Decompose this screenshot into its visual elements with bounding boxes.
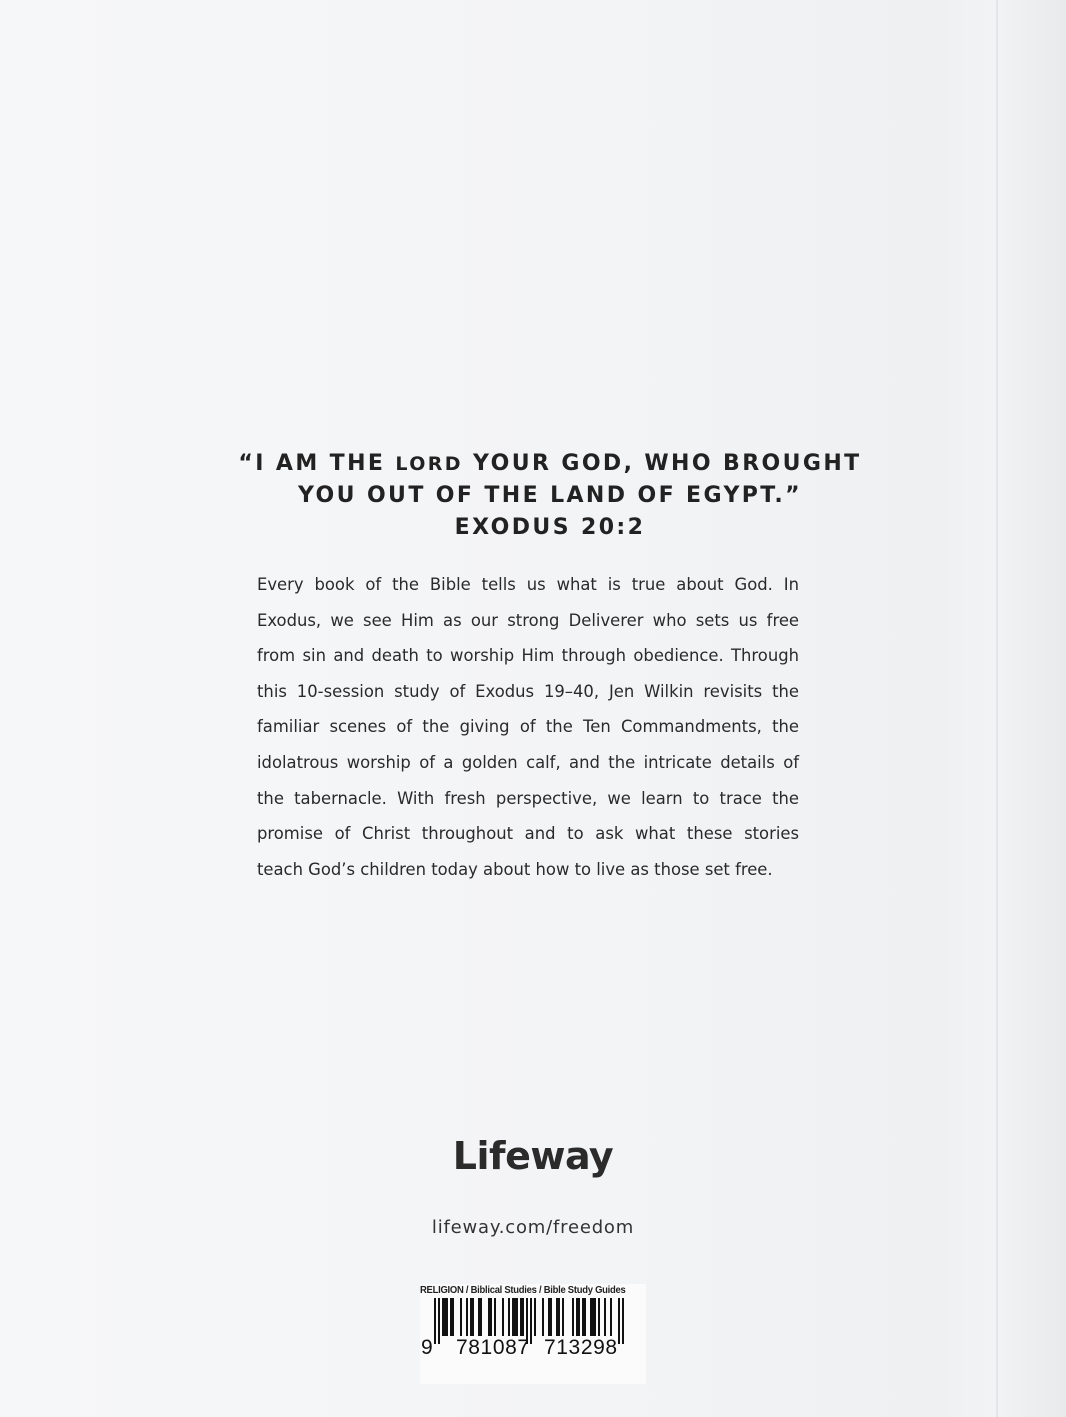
description-line: teach God’s children today about how to live as those set free. [257, 859, 773, 879]
barcode-bar [434, 1298, 436, 1344]
barcode-bar [558, 1298, 560, 1336]
barcode-bar [478, 1298, 480, 1336]
description-line: the tabernacle. With fresh perspective, we learn to trace the [257, 788, 799, 808]
description-line: Every book of the Bible tells us what is true about God. In [257, 575, 799, 594]
barcode-bar [622, 1298, 624, 1344]
description-line: promise of Christ throughout and to ask what these stories [257, 824, 799, 844]
description-paragraph [257, 567, 799, 887]
quote-line-2: YOU OUT OF THE LAND OF EGYPT.” [297, 483, 802, 508]
scripture-quote [180, 448, 920, 544]
publisher-url: lifeway.com/freedom [431, 1217, 635, 1238]
barcode-bar [572, 1298, 574, 1336]
barcode-bar [452, 1298, 454, 1336]
description-line: familiar scenes of the giving of the Ten Commandments, the [257, 717, 799, 737]
barcode-bar [480, 1298, 482, 1336]
barcode-bar [472, 1298, 474, 1336]
barcode-bar [582, 1298, 584, 1336]
quote-line-1-suffix: YOUR GOD, WHO BROUGHT [462, 451, 862, 476]
barcode-bar [460, 1298, 462, 1336]
publisher-logo: Lifeway [452, 1134, 614, 1178]
barcode-bar [512, 1298, 514, 1336]
barcode-bar [578, 1298, 580, 1336]
barcode-bar [488, 1298, 490, 1336]
barcode-bar [590, 1298, 592, 1336]
barcode-bar [610, 1298, 612, 1336]
spine-edge [996, 0, 998, 1417]
barcode-bar [446, 1298, 448, 1336]
quote-lord-smallcaps: LORD [395, 453, 463, 475]
barcode-bar [444, 1298, 446, 1336]
quote-citation: EXODUS 20:2 [454, 515, 646, 540]
isbn-barcode-block [420, 1284, 646, 1384]
barcode-bar [466, 1298, 468, 1336]
description-line: from sin and death to worship Him through obedience. Through [257, 646, 799, 666]
barcode-bar [520, 1298, 522, 1336]
barcode-bar [494, 1298, 496, 1336]
quote-line-1 [180, 448, 920, 480]
barcode-bar [470, 1298, 472, 1336]
barcode-bar [490, 1298, 492, 1336]
description-line: idolatrous worship of a golden calf, and the intricate details of [257, 752, 799, 772]
barcode-bar [530, 1298, 532, 1344]
quote-line-1-prefix: “I AM THE [238, 451, 396, 476]
barcode-bar [550, 1298, 552, 1336]
barcode-bar [514, 1298, 516, 1336]
isbn-group-right: 713298 [544, 1336, 618, 1359]
barcode-bar [508, 1298, 510, 1336]
barcode-bar [542, 1298, 544, 1336]
barcode-bar [562, 1298, 564, 1336]
bisac-category: RELIGION / Biblical Studies / Bible Study Guides [420, 1284, 626, 1296]
barcode-bar [438, 1298, 440, 1344]
description-line: this 10-session study of Exodus 19–40, Jen Wilkin revisits the [257, 681, 799, 701]
barcode-bar [516, 1298, 518, 1336]
barcode-bar [598, 1298, 600, 1336]
barcode-bar [548, 1298, 550, 1336]
isbn-first-digit: 9 [421, 1336, 434, 1359]
barcode-bar [584, 1298, 586, 1336]
barcode-bar [592, 1298, 594, 1336]
barcode-bar [576, 1298, 578, 1336]
isbn-group-left: 781087 [456, 1336, 530, 1359]
barcode-bar [594, 1298, 596, 1336]
description-line: Exodus, we see Him as our strong Deliverer who sets us free [257, 610, 799, 630]
barcode-bar [534, 1298, 536, 1336]
barcode-bar [604, 1298, 606, 1336]
barcode-bar [522, 1298, 524, 1336]
barcode-bar [450, 1298, 452, 1336]
barcode-bar [502, 1298, 504, 1336]
barcode-bar [618, 1298, 620, 1344]
barcode-bar [442, 1298, 444, 1336]
barcode-bar [556, 1298, 558, 1336]
